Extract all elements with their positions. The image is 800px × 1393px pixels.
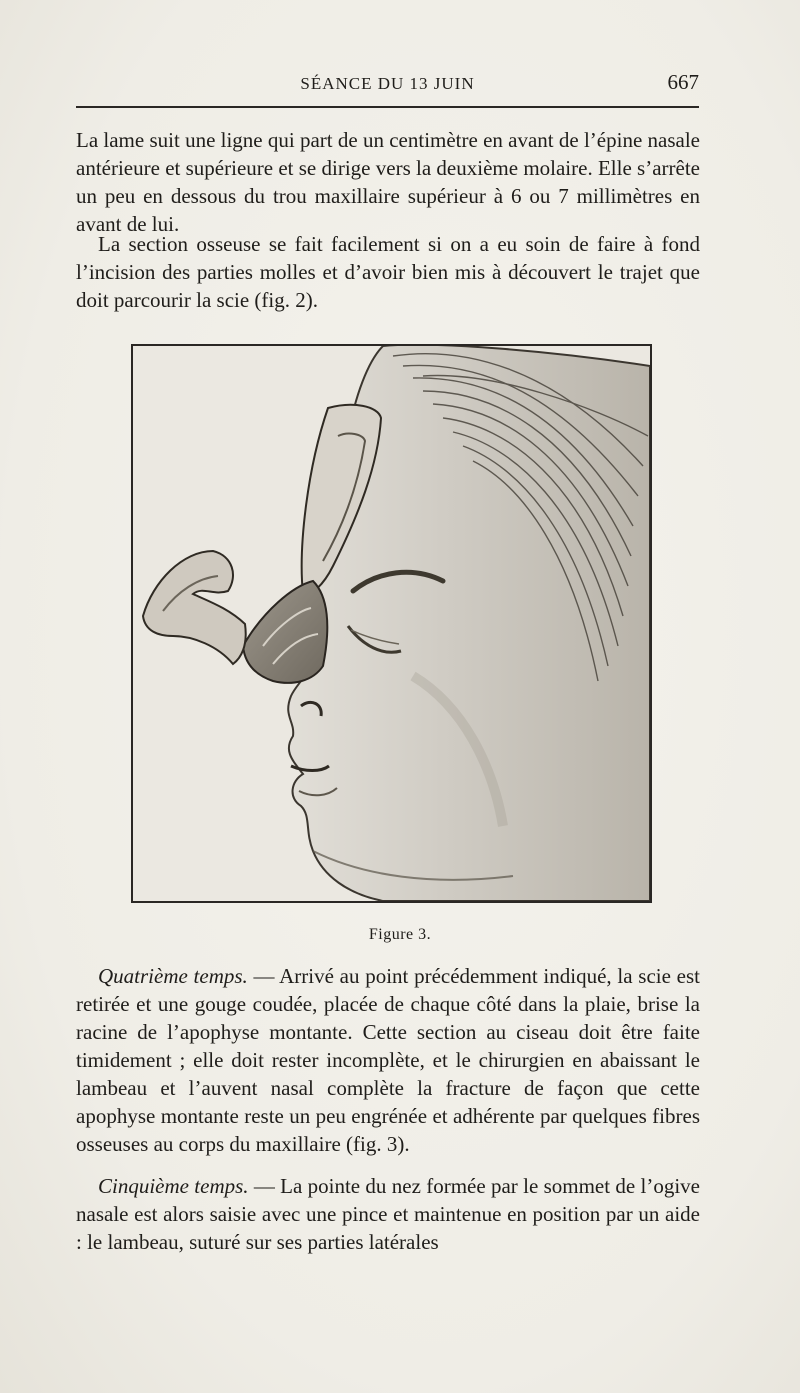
header-rule: [76, 106, 699, 108]
page-header: [76, 68, 699, 98]
paragraph-1: La lame suit une ligne qui part de un centimètre en avant de l’épine nasale antérieure et supérieure et se dirige vers la deuxième molaire. Elle s’arrête un peu en dessous du trou maxillaire supérieur à 6 ou 7 millimètres en avant de lui.: [76, 128, 700, 236]
figure-3: [131, 344, 652, 903]
paragraph-3-text: — Arrivé au point précédemment indiqué, la scie est retirée et une gouge coudée, placée de chaque côté dans la plaie, brise la racine de l’apophyse montante. Cette section au ciseau doit être faite timidement ; elle doit rester incomplète, et le chirurgien en abaissant le lambeau et l’auvent nasal complète la fracture de façon que cette apophyse montante reste un peu engrénée et adhérente par quelques fibres osseuses au corps du maxillaire (fig. 3).: [76, 964, 700, 1156]
paragraph-4: [76, 1172, 700, 1256]
paragraph-3-label: Quatrième temps.: [98, 964, 248, 988]
paragraph-4-text: — La pointe du nez formée par le sommet de l’ogive nasale est alors saisie avec une pince et maintenue en position par un aide : le lambeau, suturé sur ses parties latérales: [76, 1174, 700, 1254]
paragraph-3: [76, 962, 700, 1158]
paragraph-4-label: Cinquième temps.: [98, 1174, 249, 1198]
figure-caption: Figure 3.: [368, 926, 432, 943]
page-number: 667: [667, 70, 699, 94]
running-title: SÉANCE DU 13 JUIN: [300, 74, 475, 93]
surgical-profile-illustration: [133, 346, 650, 901]
paragraph-2: La section osseuse se fait facilement si on a eu soin de faire à fond l’incision des parties molles et d’avoir bien mis à découvert le trajet que doit parcourir la scie (fig. 2).: [76, 232, 700, 312]
